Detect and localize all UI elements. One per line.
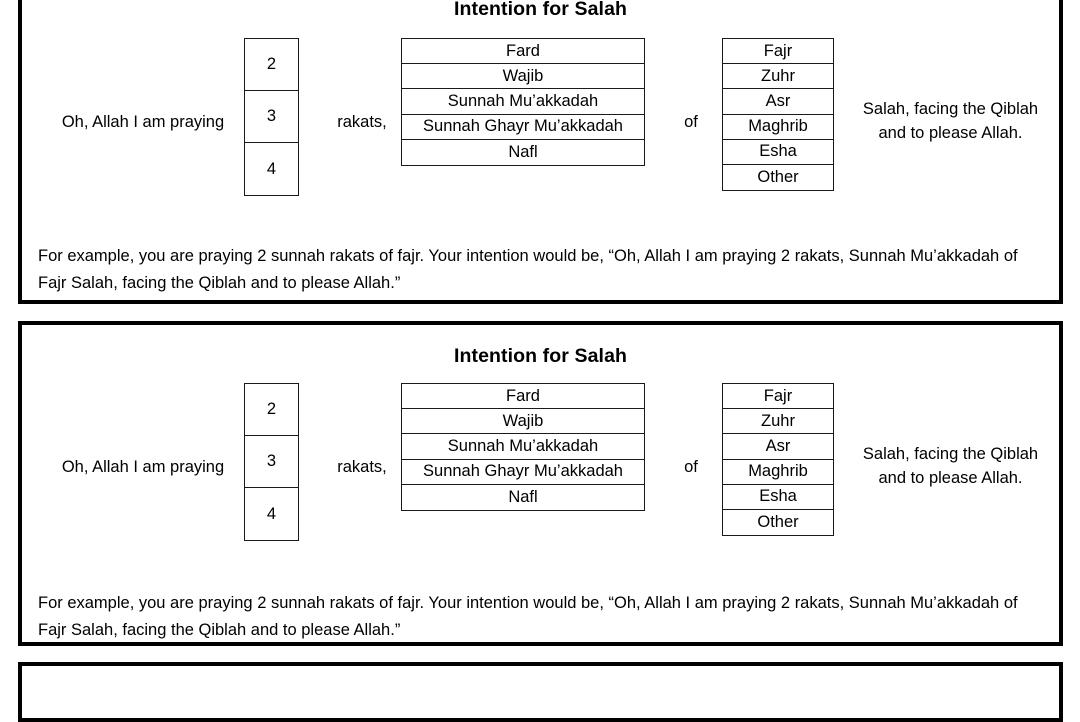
intention-builder-row [22, 36, 1059, 208]
prayer-options-table [722, 38, 834, 191]
intention-builder-row [22, 381, 1059, 553]
prayer-option[interactable]: Zuhr [723, 409, 833, 434]
of-label: of [684, 457, 698, 476]
prayer-option[interactable]: Maghrib [723, 460, 833, 485]
salah-type-option[interactable]: Fard [402, 39, 644, 64]
prayer-option[interactable]: Other [757, 513, 799, 532]
salah-type-option[interactable]: Sunnah Ghayr Mu’akkadah [402, 115, 644, 140]
prayer-option[interactable]: Asr [723, 434, 833, 459]
intention-card-1 [18, 0, 1063, 304]
lead-text: Oh, Allah I am praying [61, 112, 225, 131]
salah-type-option[interactable]: Sunnah Mu’akkadah [402, 434, 644, 459]
salah-type-options-table [401, 38, 645, 166]
intention-card-2 [18, 321, 1063, 646]
rakat-option[interactable]: 4 [266, 159, 277, 178]
intention-card-3 [18, 662, 1063, 722]
page-title: Intention for Salah [453, 345, 628, 367]
rakat-option[interactable]: 3 [245, 436, 298, 488]
salah-type-option[interactable]: Nafl [508, 487, 538, 506]
example-paragraph: For example, you are praying 2 sunnah rakats of fajr. Your intention would be, “Oh, Allah I am praying 2 rakats, Sunnah Mu’akkadah of Fajr Salah, facing the Qiblah and to please Allah.” [38, 246, 1018, 292]
tail-text: Salah, facing the Qiblah and to please Allah. [862, 100, 1039, 142]
salah-type-option[interactable]: Fard [402, 384, 644, 409]
rakat-option[interactable]: 2 [245, 384, 298, 436]
tail-text: Salah, facing the Qiblah and to please Allah. [862, 445, 1039, 487]
rakat-option[interactable]: 4 [266, 504, 277, 523]
prayer-option[interactable]: Zuhr [723, 64, 833, 89]
rakat-option[interactable]: 3 [245, 91, 298, 143]
prayer-option[interactable]: Maghrib [723, 115, 833, 140]
salah-type-option[interactable]: Sunnah Ghayr Mu’akkadah [402, 460, 644, 485]
prayer-option[interactable]: Fajr [723, 384, 833, 409]
rakat-options-table [244, 38, 299, 196]
salah-type-option[interactable]: Wajib [402, 409, 644, 434]
example-paragraph: For example, you are praying 2 sunnah rakats of fajr. Your intention would be, “Oh, Allah I am praying 2 rakats, Sunnah Mu’akkadah of Fajr Salah, facing the Qiblah and to please Allah.” [38, 593, 1018, 639]
salah-type-option[interactable]: Nafl [508, 142, 538, 161]
salah-type-option[interactable]: Wajib [402, 64, 644, 89]
prayer-options-table [722, 383, 834, 536]
rakats-label: rakats, [337, 112, 387, 131]
salah-type-option[interactable]: Sunnah Mu’akkadah [402, 89, 644, 114]
lead-text: Oh, Allah I am praying [61, 457, 225, 476]
rakat-option[interactable]: 2 [245, 39, 298, 91]
prayer-option[interactable]: Fajr [723, 39, 833, 64]
rakats-label: rakats, [337, 457, 387, 476]
salah-type-options-table [401, 383, 645, 511]
prayer-option[interactable]: Asr [723, 89, 833, 114]
of-label: of [684, 112, 698, 131]
rakat-options-table [244, 383, 299, 541]
page-title: Intention for Salah [453, 0, 628, 20]
prayer-option[interactable]: Other [757, 168, 799, 187]
prayer-option[interactable]: Esha [723, 485, 833, 510]
prayer-option[interactable]: Esha [723, 140, 833, 165]
